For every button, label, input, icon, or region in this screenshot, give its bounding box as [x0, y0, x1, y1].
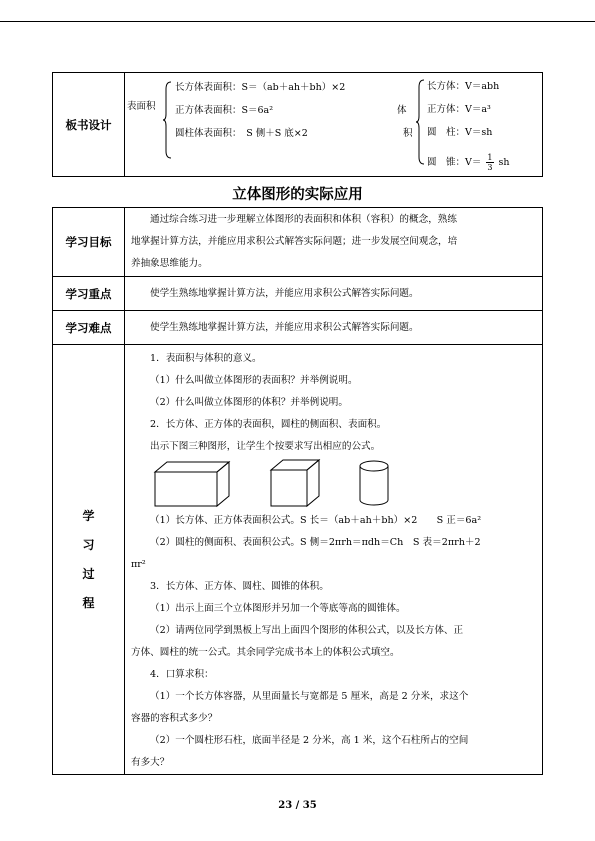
cone-numerator: 1 [487, 153, 493, 162]
key-points-label: 学习重点 [53, 277, 125, 311]
process-line: 有多大？ [131, 757, 170, 768]
volume-item-cube: 正方体：V＝a³ [427, 104, 491, 115]
volume-brace-icon [415, 79, 425, 165]
volume-item-cone [427, 153, 510, 172]
volume-item-cylinder: 圆 柱：V＝sh [427, 127, 493, 138]
goals-label: 学习目标 [53, 208, 125, 277]
key-points-content [125, 277, 543, 311]
surface-item-cube: 正方体表面积：S＝6a² [175, 105, 274, 116]
process-line: （1）长方体、正方体表面积公式。S 长＝（ab＋ah＋bh）×2 S 正＝6a² [150, 515, 482, 526]
process-label-char: 过 [82, 566, 95, 581]
process-line: （1）出示上面三个立体图形并另加一个等底等高的圆锥体。 [150, 603, 406, 614]
board-design-label: 板书设计 [53, 73, 125, 177]
board-design-content [125, 73, 543, 177]
lesson-table [52, 207, 543, 775]
surface-item-cylinder: 圆柱体表面积： S 侧＋S 底×2 [175, 128, 308, 139]
goals-line: 通过综合练习进一步理解立体图形的表面积和体积（容积）的概念，熟练 [150, 214, 457, 225]
key-points-text: 使学生熟练地掌握计算方法，并能应用求积公式解答实际问题。 [150, 287, 419, 299]
goals-line: 地掌握计算方法，并能应用求积公式解答实际问题；进一步发展空间观念，培 [131, 236, 458, 247]
surface-label: 表面积 [127, 101, 156, 112]
process-line: （2）一个圆柱形石柱，底面半径是 2 分米，高 1 米，这个石柱所占的空间 [150, 735, 469, 746]
surface-item-cuboid: 长方体表面积：S＝（ab＋ah＋bh）×2 [175, 82, 346, 93]
process-content [125, 345, 543, 775]
board-design-table [52, 72, 543, 177]
process-line: （1）什么叫做立体图形的表面积？并举例说明。 [150, 375, 358, 386]
process-line: 出示下图三种图形，让学生个按要求写出相应的公式。 [150, 441, 381, 452]
page-number: 23 / 35 [278, 800, 317, 811]
volume-item-cuboid: 长方体：V＝abh [427, 81, 500, 92]
header-rule [0, 21, 595, 22]
process-line: 2．长方体、正方体的表面积，圆柱的侧面积、表面积。 [150, 419, 387, 430]
cube-figure [271, 460, 319, 506]
difficulties-content [125, 311, 543, 345]
process-line: 方体、圆柱的统一公式。其余同学完成书本上的体积公式填空。 [131, 647, 400, 658]
cone-denominator: 3 [487, 163, 493, 172]
process-line: （2）请两位同学到黑板上写出上面四个图形的体积公式，以及长方体、正 [150, 625, 464, 636]
process-line: 1．表面积与体积的意义。 [150, 353, 262, 364]
goals-line: 养抽象思维能力。 [131, 258, 208, 269]
process-line: 容器的容积式多少？ [131, 713, 218, 724]
process-label-char: 习 [82, 537, 95, 552]
process-line: （2）圆柱的侧面积、表面积公式。S 侧＝2πrh＝πdh＝Ch S 表＝2πrh＋2 [150, 537, 481, 548]
shapes-figure [125, 458, 542, 510]
process-line: 4．口算求积： [150, 669, 214, 680]
difficulties-text: 使学生熟练地掌握计算方法，并能应用求积公式解答实际问题。 [150, 321, 419, 333]
goals-content [125, 208, 543, 277]
process-label [53, 345, 125, 775]
cylinder-figure [360, 461, 388, 505]
cone-prefix: 圆 锥：V＝ [427, 157, 482, 168]
cone-suffix: sh [498, 157, 510, 168]
process-line: （1）一个长方体容器，从里面量长与宽都是 5 厘米，高是 2 分米，求这个 [150, 691, 469, 702]
cuboid-figure [155, 462, 229, 506]
surface-brace-icon [162, 81, 172, 159]
difficulties-label: 学习难点 [53, 311, 125, 345]
process-label-char: 学 [82, 508, 95, 523]
process-line: （2）什么叫做立体图形的体积？并举例说明。 [150, 397, 348, 408]
volume-label-1: 体 [397, 105, 407, 116]
shapes-svg [153, 458, 553, 510]
process-label-char: 程 [82, 595, 95, 610]
process-line: 3．长方体、正方体、圆柱、圆锥的体积。 [150, 581, 329, 592]
cone-fraction [486, 153, 493, 172]
volume-label-2: 积 [403, 128, 413, 139]
process-line: πr² [131, 559, 146, 570]
section-title: 立体图形的实际应用 [232, 187, 363, 203]
